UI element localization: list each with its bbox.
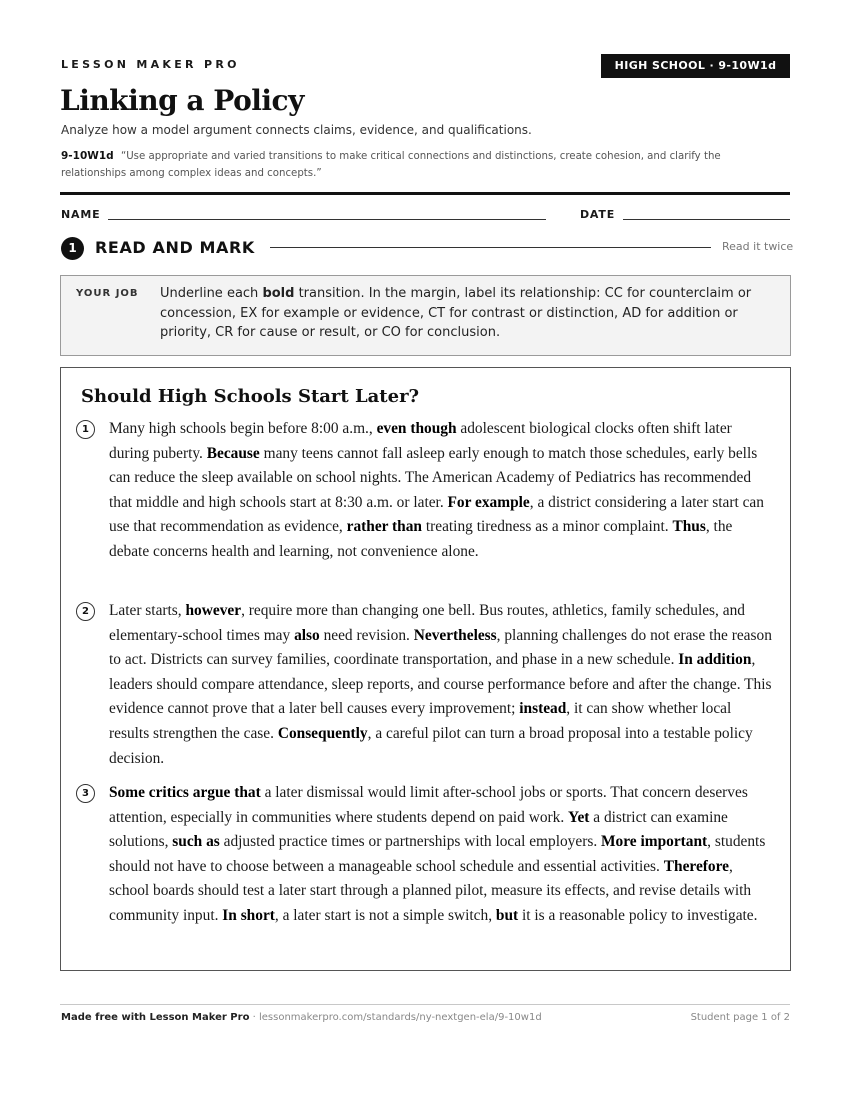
transition-word: instead — [519, 700, 567, 718]
job-text-bold: bold — [262, 286, 295, 301]
footer-credit — [61, 1012, 542, 1023]
job-text-before: Underline each — [160, 286, 263, 301]
footer-page: Student page 1 of 2 — [690, 1012, 790, 1023]
transition-word: In short — [222, 906, 275, 924]
date-label: DATE — [580, 208, 616, 221]
section-note: Read it twice — [722, 240, 794, 253]
paragraph-number: 3 — [76, 784, 95, 803]
passage-text: a later dismissal would limit after-school jobs or sports. That concern deserves attention, especially in communities where students depend on paid work. — [109, 784, 748, 826]
transition-word: Nevertheless — [413, 626, 497, 644]
transition-word: also — [294, 626, 320, 644]
passage-text: , students should not have to choose between a manageable school schedule and essential activities. — [109, 833, 766, 875]
passage-text: , the debate concerns health and learning, not convenience alone. — [109, 518, 733, 560]
header-divider — [60, 192, 790, 195]
paragraph-number: 1 — [76, 420, 95, 439]
transition-word: however — [185, 602, 242, 619]
footer-url: · lessonmakerpro.com/standards/ny-nextgen-ela/9-10w1d — [249, 1012, 542, 1023]
passage-text: a district can examine solutions, — [109, 808, 728, 851]
section-title: READ AND MARK — [95, 238, 255, 257]
job-label: YOUR JOB — [76, 288, 139, 299]
brand-name: LESSON MAKER PRO — [61, 58, 240, 71]
transition-word: Thus — [672, 518, 706, 536]
passage-text: , school boards should test a later start through a planned pilot, measure its effects, and revise details with community input. — [109, 857, 752, 924]
job-box — [60, 275, 791, 356]
name-label: NAME — [61, 208, 101, 221]
passage-text: , a later start is not a simple switch, — [274, 906, 496, 924]
standard-text: “Use appropriate and varied transitions to make critical connections and distinctions, create cohesion, and clarify the relationships among complex ideas and concepts.” — [61, 151, 721, 179]
passage-text: adolescent biological clocks often shift later during puberty. — [109, 420, 732, 462]
section-divider — [270, 247, 711, 248]
passage-text: , it can show whether local results strengthen the case. — [109, 700, 732, 742]
footer-divider — [60, 1004, 790, 1005]
job-text-after: transition. In the margin, label its relationship: CC for counterclaim or concession, EX for example or evidence, CT for contrast or distinction, AD for addition or priority, CR for cause or result, or CO for conclusion. — [160, 286, 752, 340]
transition-word: even though — [376, 420, 457, 437]
paragraph — [109, 599, 775, 771]
passage-text: many teens cannot fall asleep early enough to match those schedules, early bells can reduce the sleep available on school nights. The American Academy of Pediatrics has recommended that middle and high schools start at 8:30 a.m. or later. — [109, 444, 758, 511]
footer-made: Made free with Lesson Maker Pro — [61, 1012, 250, 1023]
section-number: 1 — [61, 237, 84, 260]
job-instructions — [160, 284, 770, 343]
transition-word: Consequently — [277, 724, 368, 742]
passage-text: need revision. — [319, 626, 414, 644]
transition-word: such as — [172, 833, 220, 851]
passage-text: , require more than changing one bell. Bus routes, athletics, family schedules, and elementary-school times may — [109, 602, 745, 644]
passage-text: Later starts, — [109, 602, 186, 619]
page-title: Linking a Policy — [60, 84, 304, 117]
standard-code: 9-10W1d — [61, 150, 114, 162]
transition-word: rather than — [346, 518, 422, 536]
transition-word: Some critics argue that — [109, 784, 261, 801]
passage-text: treating tiredness as a minor complaint. — [422, 518, 673, 536]
transition-word: Therefore — [663, 857, 729, 875]
paragraph — [109, 781, 775, 929]
passage-text: , planning challenges do not erase the reason to act. Districts can survey families, coordinate transportation, and phase in a new schedule. — [109, 626, 772, 669]
transition-word: Yet — [568, 808, 590, 826]
passage-text: adjusted practice times or partnerships with local employers. — [219, 833, 602, 851]
level-badge: HIGH SCHOOL · 9-10W1d — [601, 54, 790, 78]
standard-statement — [61, 148, 781, 182]
passage-text: , leaders should compare attendance, sleep reports, and course performance before and after the change. This evidence cannot prove that a later bell causes every improvement; — [109, 651, 772, 718]
passage-box — [60, 367, 791, 971]
passage-text: , a district considering a later start can use that recommendation as evidence, — [109, 493, 764, 536]
passage-text: Many high schools begin before 8:00 a.m., — [109, 420, 377, 437]
name-field[interactable] — [108, 219, 546, 220]
page-subtitle: Analyze how a model argument connects claims, evidence, and qualifications. — [61, 123, 532, 137]
transition-word: For example — [447, 493, 530, 511]
transition-word: More important — [601, 833, 708, 851]
transition-word: Because — [206, 444, 260, 462]
passage-title: Should High Schools Start Later? — [81, 386, 420, 407]
paragraph — [109, 417, 775, 565]
date-field[interactable] — [623, 219, 790, 220]
passage-text: , a careful pilot can turn a broad proposal into a testable policy decision. — [109, 724, 753, 767]
paragraph-number: 2 — [76, 602, 95, 621]
passage-text: it is a reasonable policy to investigate. — [518, 906, 758, 924]
transition-word: In addition — [678, 651, 752, 669]
transition-word: but — [495, 906, 519, 924]
